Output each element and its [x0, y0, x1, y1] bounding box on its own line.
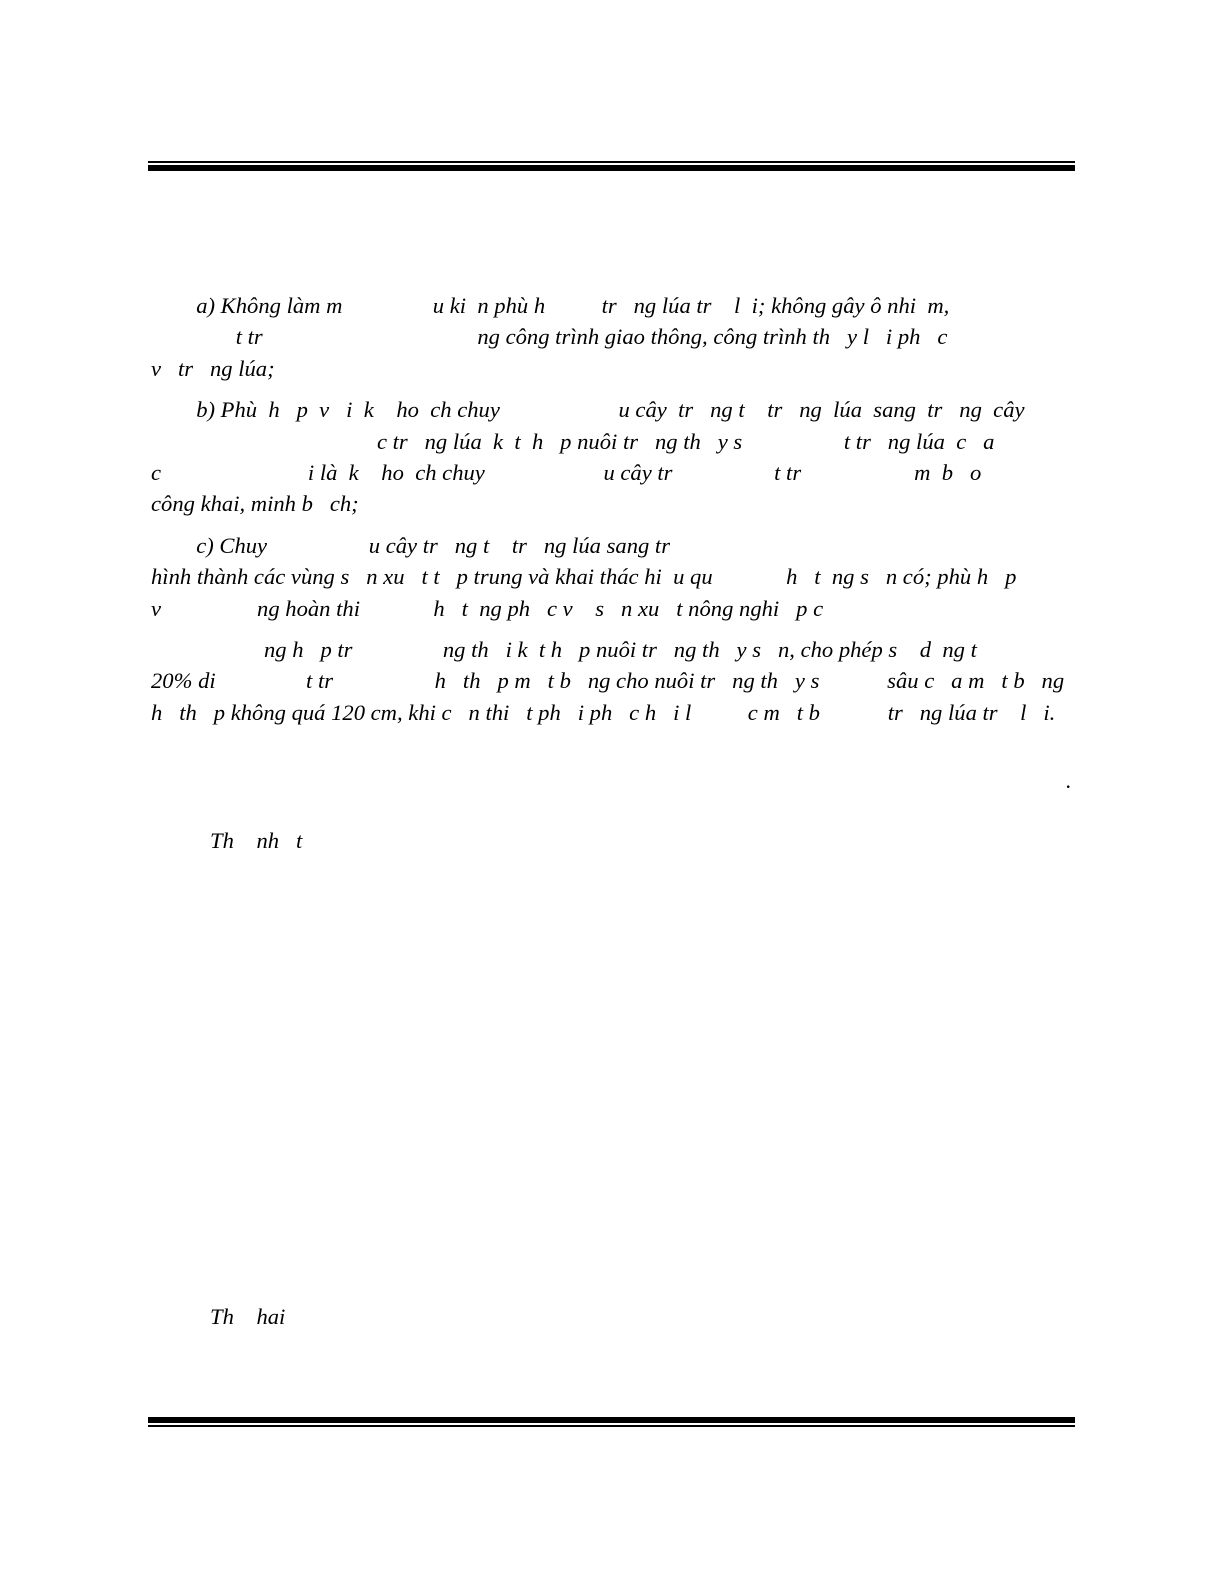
heading-first: Th nh t	[210, 828, 303, 853]
text-line: v tr ng lúa;	[151, 355, 275, 381]
trailing-dot: .	[1066, 768, 1072, 793]
paragraph-d	[151, 634, 1074, 728]
text-line: hình thành các vùng s n xu t t p trung và khai thác hi u qu h t ng s n có; phù h p	[151, 564, 1017, 590]
text-line: ng h p tr ng th i k t h p nuôi tr ng th y s n, cho phép s d ng t	[151, 637, 977, 663]
header-rule	[148, 161, 1075, 171]
body-text	[151, 290, 1074, 738]
paragraph-b	[151, 394, 1074, 520]
heading-second: Th hai	[210, 1304, 286, 1329]
text-line: h th p không quá 120 cm, khi c n thi t ph i ph c h i l c m t b tr ng lúa tr l i.	[151, 699, 1056, 725]
paragraph-a	[151, 290, 1074, 384]
text-line: công khai, minh b ch;	[151, 491, 359, 517]
text-line: c tr ng lúa k t h p nuôi tr ng th y s t tr ng lúa c a	[151, 428, 995, 454]
text-line: 20% di t tr h th p m t b ng cho nuôi tr ng th y s sâu c a m t b ng	[151, 668, 1065, 694]
text-line: t tr ng công trình giao thông, công trình th y l i ph c	[151, 324, 948, 350]
text-line: v ng hoàn thi h t ng ph c v s n xu t nông nghi p c	[151, 595, 824, 621]
footer-rule	[148, 1417, 1075, 1427]
paragraph-c	[151, 530, 1074, 624]
text-line: c) Chuy u cây tr ng t tr ng lúa sang tr	[151, 532, 671, 558]
text-line: b) Phù h p v i k ho ch chuy u cây tr ng t tr ng lúa sang tr ng cây	[151, 397, 1025, 423]
text-line: a) Không làm m u ki n phù h tr ng lúa tr l i; không gây ô nhi m,	[151, 293, 950, 318]
text-line: c i là k ho ch chuy u cây tr t tr m b o	[151, 460, 982, 486]
